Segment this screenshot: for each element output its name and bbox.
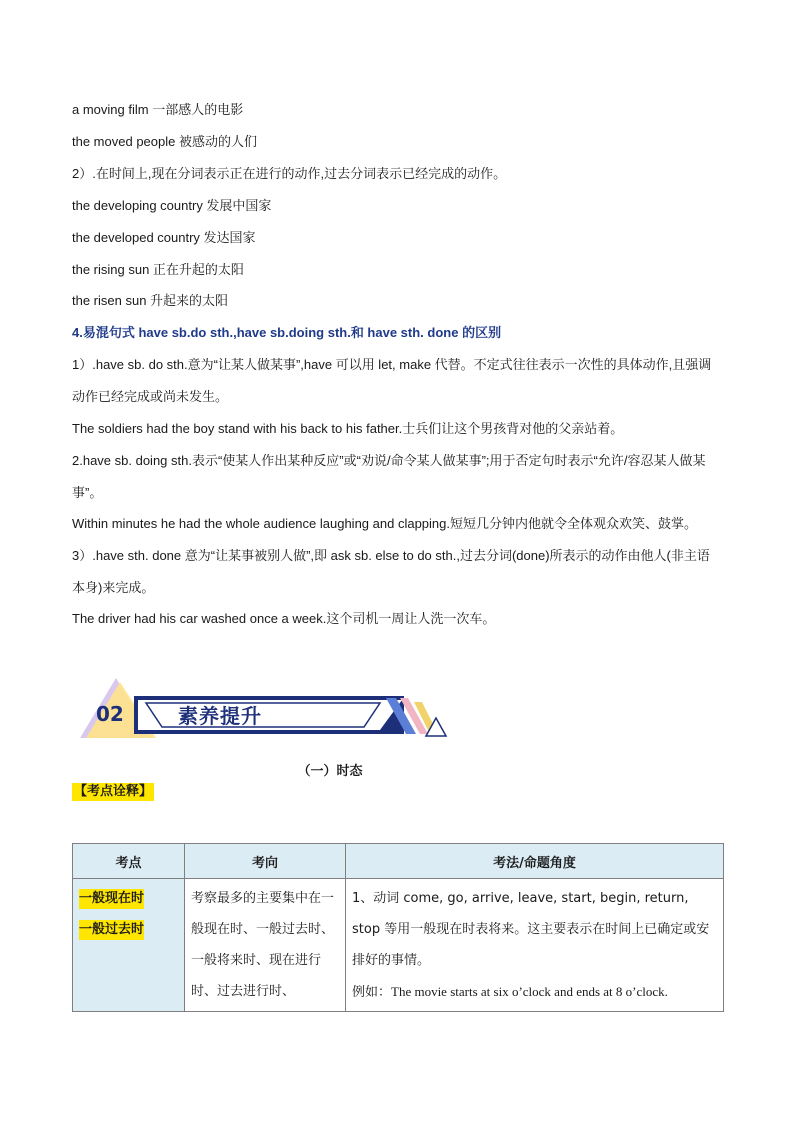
point-present: 一般现在时 <box>79 889 144 909</box>
kaodian-label: 【考点诠释】 <box>74 784 153 799</box>
method-example: 例如：The movie starts at six o’clock and ends at 8 o’clock. <box>352 984 668 999</box>
table-row <box>73 879 724 1012</box>
body-line-1: a moving film 一部感人的电影 <box>72 102 244 117</box>
section-number: 02 <box>96 702 124 726</box>
method-text: 1、动词 come, go, arrive, leave, start, begin, return, stop 等用一般现在时表将来。这主要表示在时间上已确定或安排好的事情。 <box>352 891 710 968</box>
body-line-2: the moved people 被感动的人们 <box>72 134 257 149</box>
body-line-6: the rising sun 正在升起的太阳 <box>72 262 244 277</box>
header-point: 考点 <box>73 844 185 879</box>
section-banner <box>80 678 450 738</box>
cell-method <box>346 879 724 1012</box>
table-header-row <box>73 844 724 879</box>
exam-points-table <box>72 843 724 1012</box>
subtitle-tense: （一）时态 <box>297 764 363 779</box>
paragraph-have-do: 1）.have sb. do sth.意为“让某人做某事”,have 可以用 let, make 代替。不定式往往表示一次性的具体动作,且强调动作已经完成或尚未发生。 <box>72 357 712 404</box>
body-line-7: the risen sun 升起来的太阳 <box>72 293 229 308</box>
paragraph-have-done: 3）.have sth. done 意为“让某事被别人做”,即 ask sb. else to do sth.,过去分词(done)所表示的动作由他人(非主语本身)来完成。 <box>72 548 710 595</box>
example-driver: The driver had his car washed once a week.这个司机一周让人洗一次车。 <box>72 611 496 626</box>
paragraph-have-doing: 2.have sb. doing sth.表示“使某人作出某种反应”或“劝说/命令某人做某事”;用于否定句时表示“允许/容忍某人做某事”。 <box>72 453 706 500</box>
example-soldiers: The soldiers had the boy stand with his back to his father.士兵们让这个男孩背对他的父亲站着。 <box>72 421 624 436</box>
header-method: 考法/命题角度 <box>346 844 724 879</box>
header-direction: 考向 <box>185 844 346 879</box>
body-line-4: the developing country 发展中国家 <box>72 198 272 213</box>
body-line-5: the developed country 发达国家 <box>72 230 256 245</box>
cell-direction: 考察最多的主要集中在一般现在时、一般过去时、一般将来时、现在进行时、过去进行时、 <box>185 879 346 1012</box>
section-title: 素养提升 <box>178 704 262 728</box>
body-line-3: 2）.在时间上,现在分词表示正在进行的动作,过去分词表示已经完成的动作。 <box>72 166 507 181</box>
cell-points <box>73 879 185 1012</box>
banner-graphic <box>80 678 450 738</box>
point-past: 一般过去时 <box>79 920 144 940</box>
example-audience: Within minutes he had the whole audience laughing and clapping.短短几分钟内他就令全体观众欢笑、鼓掌。 <box>72 516 697 531</box>
heading-have-structures: 4.易混句式 have sb.do sth.,have sb.doing sth.和 have sth. done 的区别 <box>72 325 502 340</box>
